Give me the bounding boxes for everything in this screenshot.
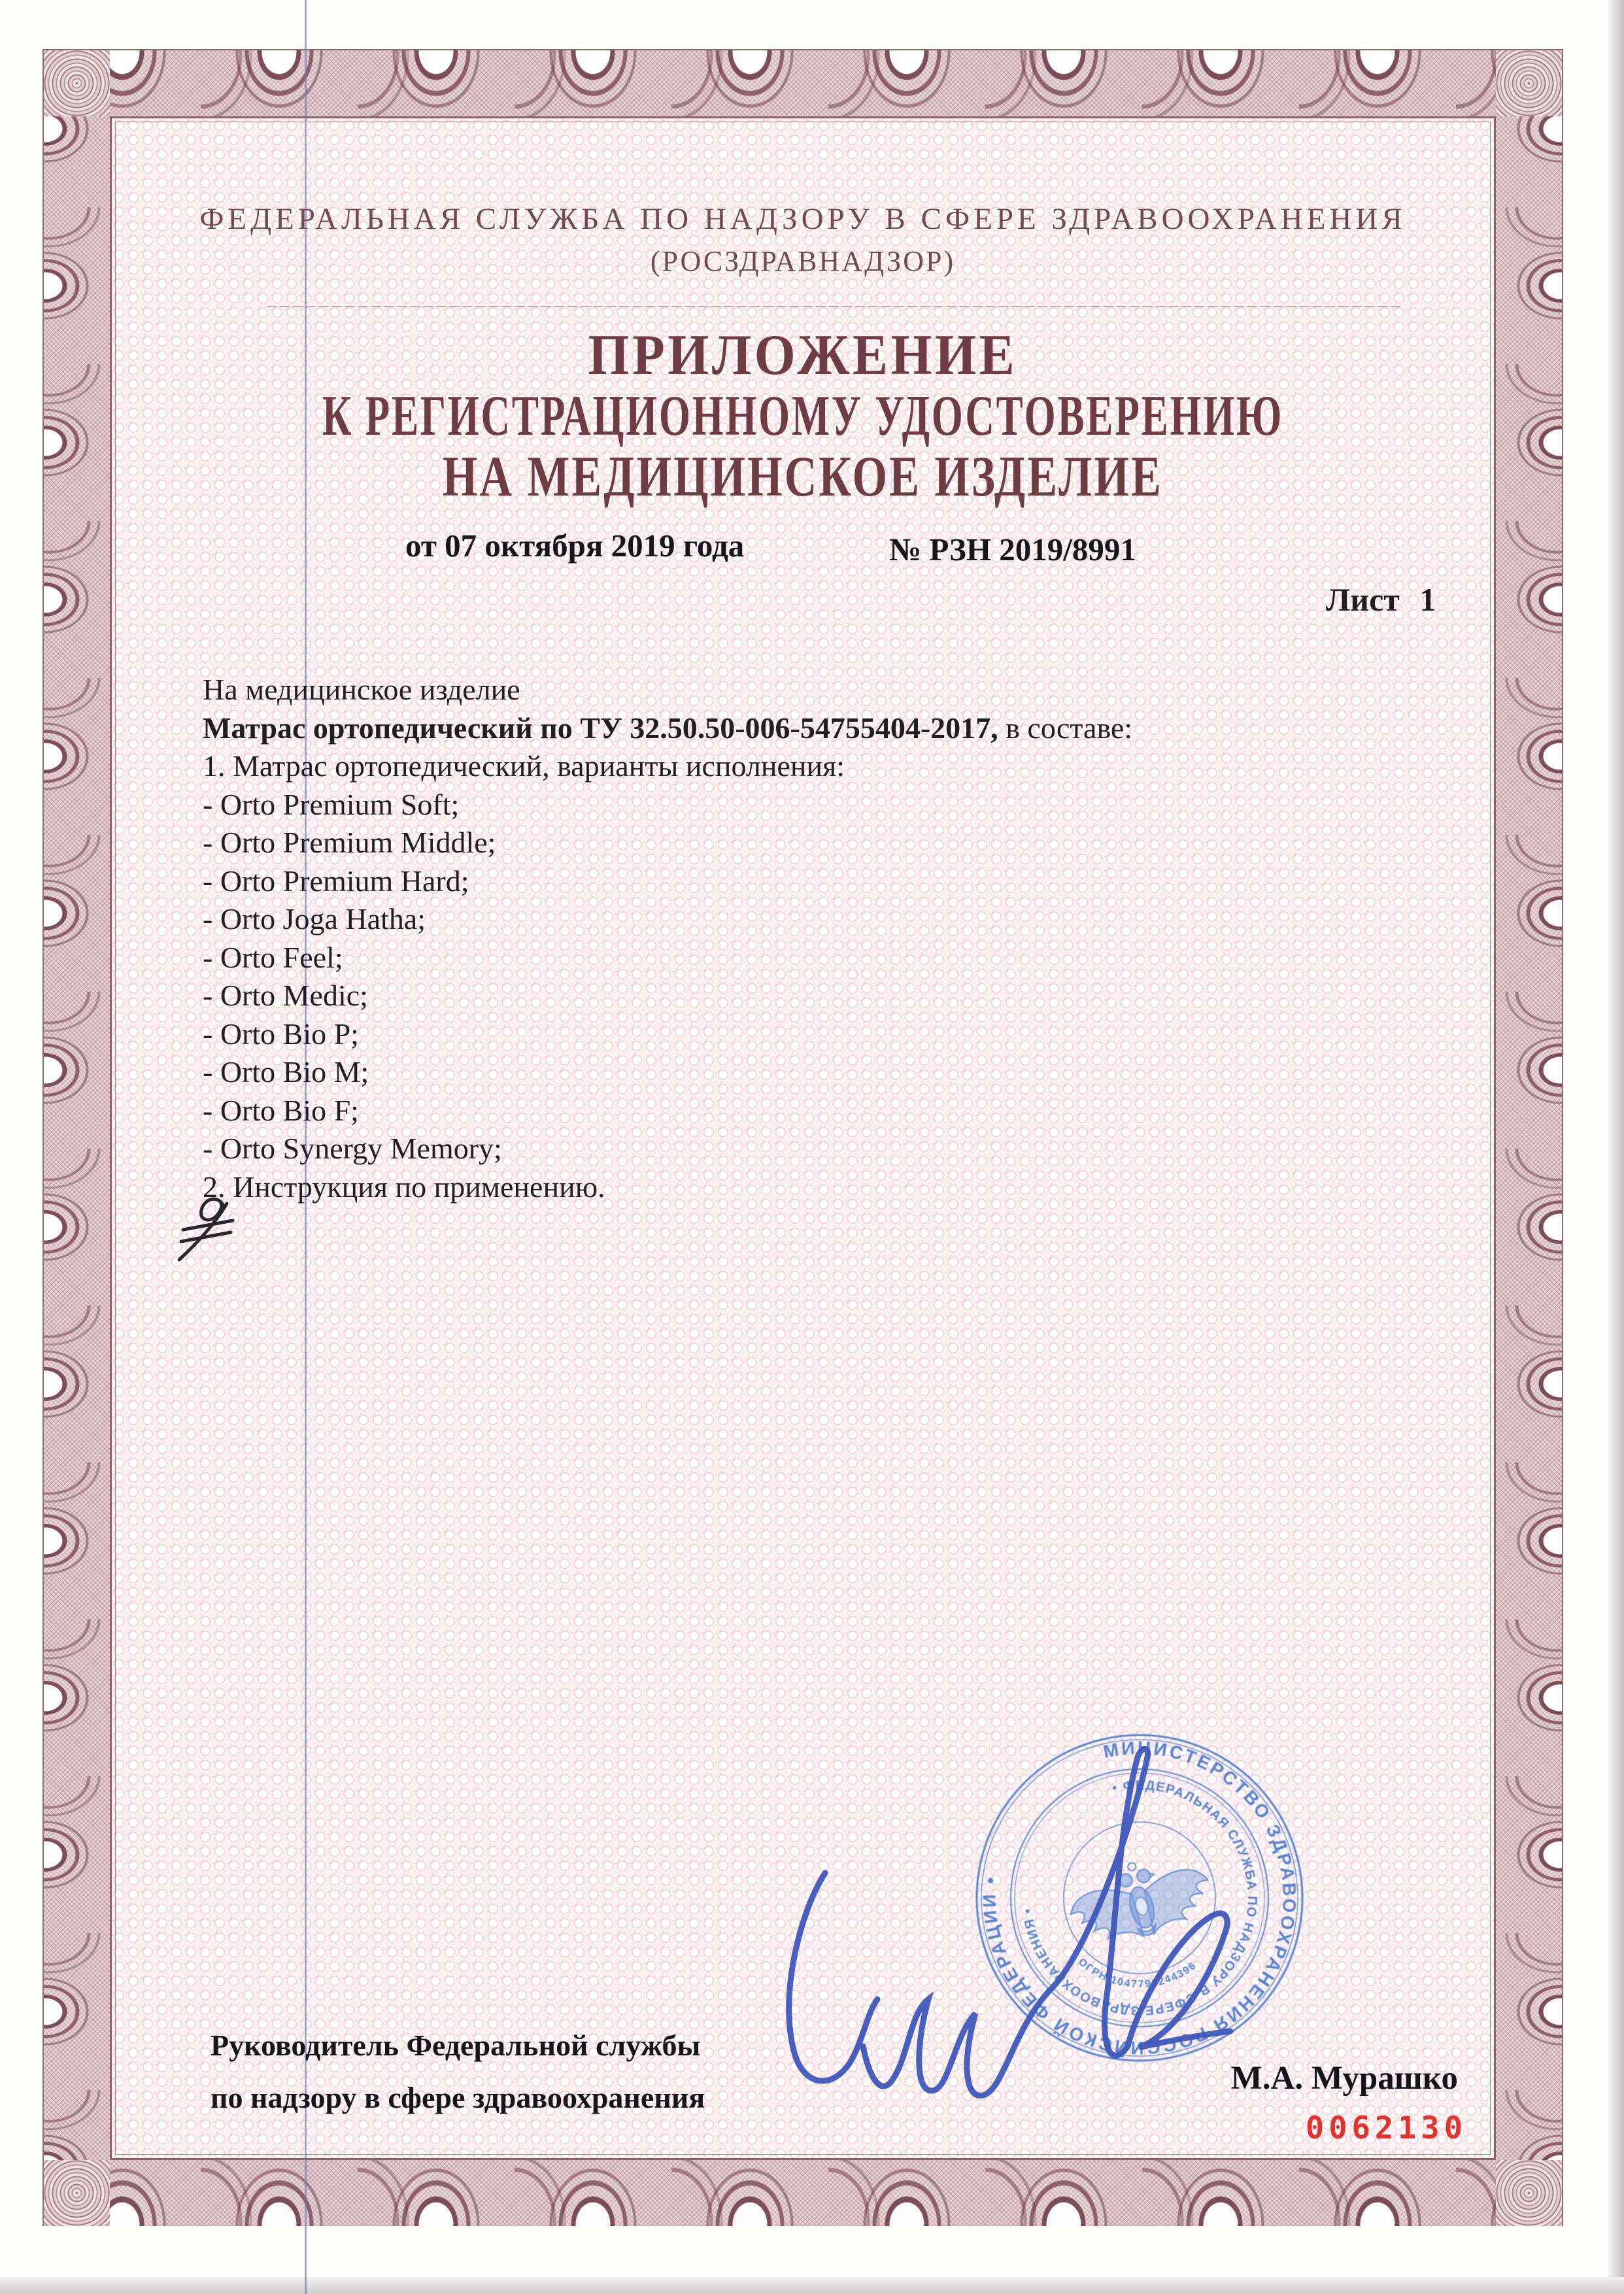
body-line-device bbox=[203, 709, 1132, 748]
device-name-rest: в составе: bbox=[998, 711, 1133, 745]
title-line-1: ПРИЛОЖЕНИЕ bbox=[588, 324, 1018, 387]
body-line: - Orto Bio M; bbox=[203, 1055, 369, 1088]
stamp-ogrn-text: ОГРН 1047796244396 bbox=[1075, 1956, 1199, 1991]
guilloche-corner-rosette bbox=[1496, 50, 1562, 116]
signer-title-line-2: по надзору в сфере здравоохранения bbox=[211, 2081, 705, 2114]
signer-title-line-1: Руководитель Федеральной службы bbox=[211, 2029, 701, 2062]
guilloche-border-top bbox=[44, 50, 1562, 116]
guilloche-corner-rosette bbox=[44, 50, 110, 116]
stamp-inner-ring-text: • ФЕДЕРАЛЬНАЯ СЛУЖБА ПО НАДЗОРУ В СФЕРЕ ЗДРАВООХРАНЕНИЯ • bbox=[1020, 1778, 1260, 2018]
scan-edge-right bbox=[1608, 0, 1624, 2294]
body-line: 2. Инструкция по применению. bbox=[203, 1170, 605, 1204]
guilloche-border-right bbox=[1496, 50, 1562, 2161]
body-line: - Orto Premium Hard; bbox=[203, 864, 469, 898]
header-divider-rule bbox=[267, 306, 1400, 307]
document-title bbox=[111, 325, 1495, 507]
body-line: - Orto Joga Hatha; bbox=[203, 902, 426, 936]
device-description-block bbox=[203, 671, 1132, 1206]
body-line: - Orto Premium Soft; bbox=[203, 787, 460, 821]
guilloche-border-left bbox=[44, 50, 110, 2161]
body-line: - Orto Feel; bbox=[203, 940, 343, 974]
guilloche-border-bottom bbox=[44, 2160, 1562, 2226]
guilloche-corner-rosette bbox=[1496, 2160, 1562, 2226]
scan-edge-bottom bbox=[0, 2277, 1624, 2294]
body-line: - Orto Premium Middle; bbox=[203, 826, 496, 859]
agency-short-name: (РОСЗДРАВНАДЗОР) bbox=[650, 245, 956, 277]
agency-name: ФЕДЕРАЛЬНАЯ СЛУЖБА ПО НАДЗОРУ В СФЕРЕ ЗДРАВООХРАНЕНИЯ bbox=[199, 202, 1406, 236]
body-line: 1. Матрас ортопедический, варианты исполнения: bbox=[203, 749, 845, 783]
blank-serial-number: 0062130 bbox=[1305, 2110, 1467, 2146]
body-line: - Orto Synergy Memory; bbox=[203, 1132, 502, 1165]
stamp-outer-ring-text: МИНИСТЕРСТВО ЗДРАВООХРАНЕНИЯ РОССИЙСКОЙ ФЕДЕРАЦИИ • bbox=[979, 1737, 1300, 2059]
handwritten-paraph-mark bbox=[163, 1187, 248, 1272]
ink-signature bbox=[739, 1739, 1262, 2144]
signer-name: М.А. Мурашко bbox=[1230, 2060, 1458, 2097]
body-line: - Orto Bio P; bbox=[203, 1017, 359, 1051]
body-line: На медицинское изделие bbox=[203, 673, 520, 706]
registration-date: от 07 октября 2019 года bbox=[405, 528, 745, 564]
device-name-bold: Матрас ортопедический по ТУ 32.50.50-006-54755404-2017, bbox=[203, 711, 998, 745]
body-line: - Orto Medic; bbox=[203, 979, 368, 1012]
registration-number: № РЗН 2019/8991 bbox=[889, 531, 1136, 567]
guilloche-corner-rosette bbox=[44, 2160, 110, 2226]
title-line-2: К РЕГИСТРАЦИОННОМУ УДОСТОВЕРЕНИЮ bbox=[322, 384, 1284, 448]
title-line-3: НА МЕДИЦИНСКОЕ ИЗДЕЛИЕ bbox=[443, 445, 1163, 509]
sheet-number-label: Лист 1 bbox=[1326, 581, 1436, 618]
body-line: - Orto Bio F; bbox=[203, 1093, 359, 1127]
